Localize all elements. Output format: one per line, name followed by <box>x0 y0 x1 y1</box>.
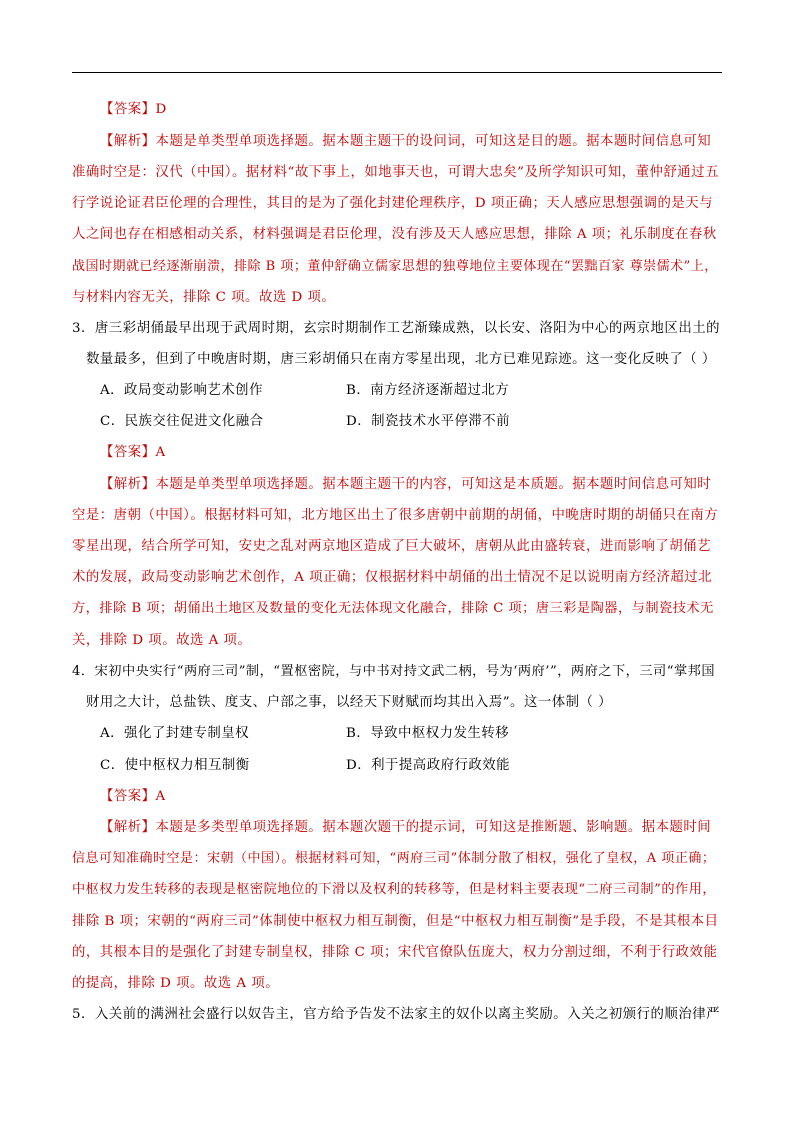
analysis-line: 关，排除 D 项。故选 A 项。 <box>72 633 252 648</box>
option-d: D．制瓷技术水平停滞不前 <box>346 414 511 429</box>
analysis-line: 空是：唐朝（中国）。根据材料可知，北方地区出土了很多唐朝中前期的胡俑，中晚唐时期的胡俑只在南方 <box>72 508 719 523</box>
answer-label: 【答案】D <box>100 102 167 117</box>
analysis-line: 【解析】本题是单类型单项选择题。据本题主题干的内容，可知这是本质题。据本题时间信息可知时 <box>100 477 712 492</box>
option-b: B．南方经济逐渐超过北方 <box>346 383 510 398</box>
option-c: C．使中枢权力相互制衡 <box>100 758 250 773</box>
question-stem: 3．唐三彩胡俑最早出现于武周时期，玄宗时期制作工艺渐臻成熟，以长安、洛阳为中心的两京地区出土的 <box>72 321 720 336</box>
analysis-line: 中枢权力发生转移的表现是枢密院地位的下滑以及权利的转移等，但是材料主要表现“二府三司制”的作用， <box>72 882 717 897</box>
analysis-line: 【解析】本题是单类型单项选择题。据本题主题干的设问词，可知这是目的题。据本题时间信息可知 <box>100 134 712 149</box>
question-stem: 财用之大计，总盐铁、度支、户部之事，以经天下财赋而均其出入焉”。这一体制（ ） <box>86 695 613 710</box>
analysis-line: 的提高，排除 D 项。故选 A 项。 <box>72 976 280 991</box>
analysis-line: 术的发展，政局变动影响艺术创作，A 项正确；仅根据材料中胡俑的出土情况不足以说明南方经济超过北 <box>72 570 713 585</box>
analysis-line: 准确时空是：汉代（中国）。据材料“故下事上，如地事天也，可谓大忠矣”及所学知识可知，董仲舒通过五 <box>72 165 719 180</box>
analysis-line: 排除 B 项；宋朝的“两府三司”体制使中枢权力相互制衡，但是“中枢权力相互制衡”是手段，不是其根本目 <box>72 914 719 929</box>
analysis-line: 信息可知准确时空是：宋朝（中国）。根据材料可知，“两府三司”体制分散了相权，强化了皇权，A 项正确； <box>72 851 716 866</box>
answer-label: 【答案】A <box>100 789 166 804</box>
analysis-line: 行学说论证君臣伦理的合理性，其目的是为了强化封建伦理秩序，D 项正确；天人感应思想强调的是天与 <box>72 196 714 211</box>
question-stem: 5．入关前的满洲社会盛行以奴告主，官方给予告发不法家主的奴仆以离主奖励。入关之初颁行的顺治律严 <box>72 1007 720 1022</box>
question-stem: 数量最多，但到了中晚唐时期，唐三彩胡俑只在南方零星出现，北方已难见踪迹。这一变化反映了（ ） <box>86 352 716 367</box>
analysis-line: 零星出现，结合所学可知，安史之乱对两京地区造成了巨大破坏，唐朝从此由盛转衰，进而影响了胡俑艺 <box>72 539 711 554</box>
analysis-line: 方，排除 B 项；胡俑出土地区及数量的变化无法体现文化融合，排除 C 项；唐三彩是陶器，与制瓷技术无 <box>72 601 714 616</box>
option-c: C．民族交往促进文化融合 <box>100 414 264 429</box>
analysis-line: 的，其根本目的是强化了封建专制皇权，排除 C 项；宋代官僚队伍庞大，权力分割过细，不利于行政效能 <box>72 945 718 960</box>
analysis-line: 人之间也存在相感相动关系，材料强调是君臣伦理，没有涉及天人感应思想，排除 A 项；礼乐制度在春秋 <box>72 227 717 242</box>
option-a: A．强化了封建专制皇权 <box>100 726 250 741</box>
option-b: B．导致中枢权力发生转移 <box>346 726 510 741</box>
analysis-line: 与材料内容无关，排除 C 项。故选 D 项。 <box>72 290 336 305</box>
header-rule <box>72 72 722 73</box>
option-a: A．政局变动影响艺术创作 <box>100 383 263 398</box>
question-stem: 4．宋初中央实行“两府三司”制，“置枢密院，与中书对持文武二柄，号为‘两府’”，两府之下，三司“掌邦国 <box>72 664 716 679</box>
analysis-line: 战国时期就已经逐渐崩溃，排除 B 项；董仲舒确立儒家思想的独尊地位主要体现在“罢黜百家 尊崇儒术”上， <box>72 259 718 274</box>
answer-label: 【答案】A <box>100 445 166 460</box>
option-d: D．利于提高政府行政效能 <box>346 758 511 773</box>
analysis-line: 【解析】本题是多类型单项选择题。据本题次题干的提示词，可知这是推断题、影响题。据本题时间 <box>100 820 712 835</box>
